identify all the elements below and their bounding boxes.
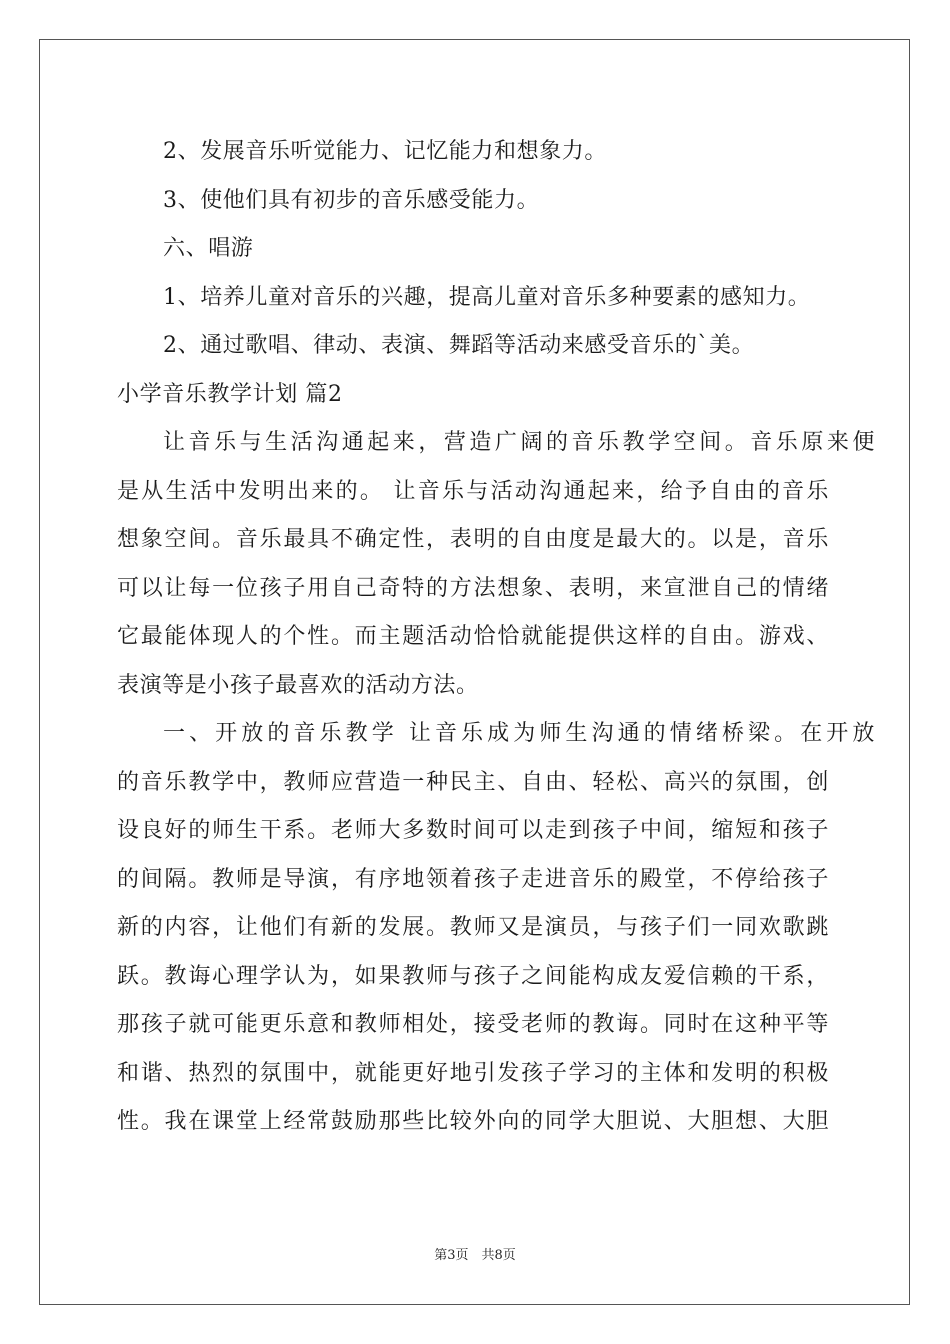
paragraph-line: 和谐、热烈的氛围中，就能更好地引发孩子学习的主体和发明的积极 bbox=[117, 1060, 829, 1086]
document-body bbox=[117, 128, 875, 1147]
section-heading: 六、唱游 bbox=[163, 236, 254, 261]
paragraph-line: 让音乐与生活沟通起来，营造广阔的音乐教学空间。音乐原来便 bbox=[163, 430, 875, 455]
paragraph-line: 表演等是小孩子最喜欢的活动方法。 bbox=[117, 672, 479, 698]
paragraph-line: 它最能体现人的个性。而主题活动恰恰就能提供这样的自由。游戏、 bbox=[117, 624, 829, 649]
paragraph-line: 新的内容，让他们有新的发展。教师又是演员，与孩子们一同欢歌跳 bbox=[117, 915, 829, 940]
paragraph-line: 是从生活中发明出来的。 让音乐与活动沟通起来，给予自由的音乐 bbox=[117, 478, 829, 504]
paragraph-line: 设良好的师生干系。老师大多数时间可以走到孩子中间，缩短和孩子 bbox=[117, 818, 829, 843]
paragraph-line: 那孩子就可能更乐意和教师相处，接受老师的教诲。同时在这种平等 bbox=[117, 1012, 829, 1037]
page-number: 第3页 共8页 bbox=[434, 1248, 516, 1263]
paragraph-line: 的音乐教学中，教师应营造一种民主、自由、轻松、高兴的氛围，创 bbox=[117, 769, 829, 795]
text-line: 2、发展音乐听觉能力、记忆能力和想象力。 bbox=[163, 139, 607, 164]
paragraph-line: 想象空间。音乐最具不确定性，表明的自由度是最大的。以是，音乐 bbox=[117, 527, 829, 552]
paragraph-line: 跃。教诲心理学认为，如果教师与孩子之间能构成友爱信赖的干系， bbox=[117, 963, 829, 989]
text-line: 2、通过歌唱、律动、表演、舞蹈等活动来感受音乐的`美。 bbox=[163, 333, 755, 358]
paragraph-line: 一、开放的音乐教学 让音乐成为师生沟通的情绪桥梁。在开放 bbox=[163, 721, 875, 746]
text-line: 1、培养儿童对音乐的兴趣，提高儿童对音乐多种要素的感知力。 bbox=[163, 284, 811, 310]
paragraph-line: 的间隔。教师是导演，有序地领着孩子走进音乐的殿堂，不停给孩子 bbox=[117, 866, 829, 892]
paragraph-line: 可以让每一位孩子用自己奇特的方法想象、表明，来宣泄自己的情绪 bbox=[117, 575, 829, 601]
text-line: 3、使他们具有初步的音乐感受能力。 bbox=[163, 187, 540, 213]
article-title: 小学音乐教学计划 篇2 bbox=[117, 381, 343, 407]
paragraph-line: 性。我在课堂上经常鼓励那些比较外向的同学大胆说、大胆想、大胆 bbox=[117, 1109, 829, 1134]
